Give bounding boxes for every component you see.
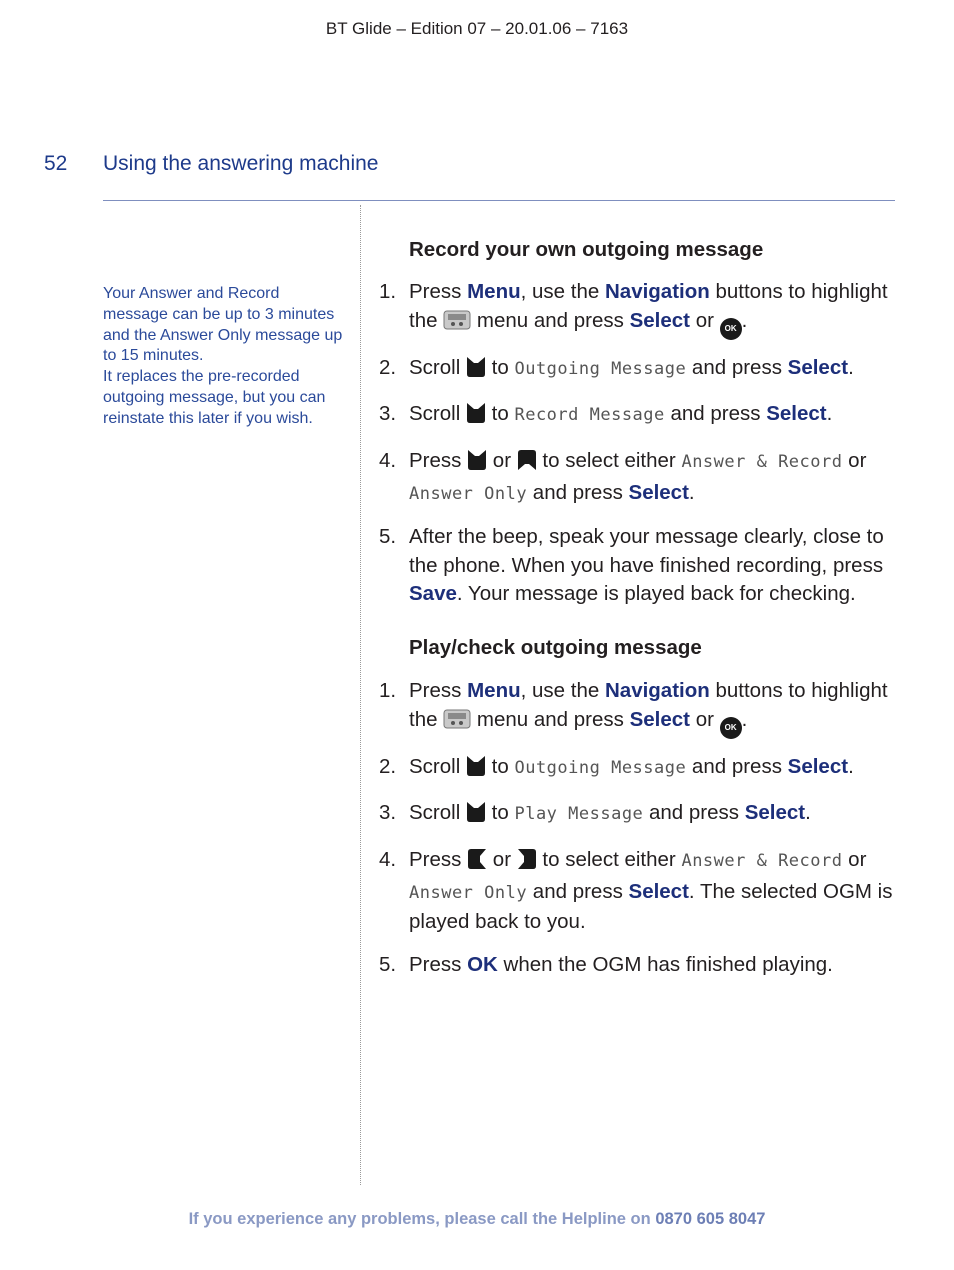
lcd-text: Play Message <box>514 804 644 825</box>
list-item: 1. Press Menu, use the Navigation buttons to highlight the menu and press Select or OK . <box>376 677 896 739</box>
scroll-down-icon <box>466 755 486 786</box>
lcd-text: Answer Only <box>409 883 528 904</box>
page-number: 52 <box>44 152 68 175</box>
list-item: 5. Press OK when the OGM has finished playing. <box>379 952 833 976</box>
scroll-down-icon <box>466 402 486 433</box>
record-steps <box>376 278 896 623</box>
sidenote-text-1: Your Answer and Record message can be up to 3 minutes and the Answer Only message up to 15 minutes. <box>103 285 343 365</box>
record-heading: Record your own outgoing message <box>409 238 764 261</box>
menu-key: Menu <box>467 679 521 702</box>
ok-key: OK <box>467 952 498 976</box>
header-rule <box>103 200 895 201</box>
footer-helpline: If you experience any problems, please call the Helpline on 0870 605 8047 <box>188 1210 766 1228</box>
navigation-key: Navigation <box>604 679 710 702</box>
list-item: 1. Press Menu, use the Navigation buttons to highlight the menu and press Select or OK . <box>376 278 896 340</box>
section-title: Using the answering machine <box>103 152 379 175</box>
lcd-text: Outgoing Message <box>514 358 687 379</box>
ok-button-icon: OK <box>720 717 742 739</box>
select-key: Select <box>744 801 806 825</box>
save-key: Save <box>409 582 457 606</box>
ok-button-icon: OK <box>720 318 742 340</box>
select-key: Select <box>766 402 827 426</box>
list-item: 3. Scroll to Record Message and press Select. <box>376 400 896 433</box>
lcd-text: Answer & Record <box>681 451 843 472</box>
lcd-text: Answer Only <box>409 484 528 505</box>
select-key: Select <box>628 880 689 904</box>
column-divider <box>360 205 361 1185</box>
scroll-left-icon <box>467 848 487 879</box>
list-item: 4. Press or to select either Answer & Record or Answer Only and press Select. <box>379 448 867 505</box>
list-item: 5. After the beep, speak your message clearly, close to the phone. When you have finished recording, press Save. Your message is played back for checking. <box>379 524 884 606</box>
scroll-up-icon <box>517 449 537 480</box>
edition-line: BT Glide – Edition 07 – 20.01.06 – 7163 <box>325 19 629 38</box>
lcd-text: Answer & Record <box>681 850 843 871</box>
lcd-text: Outgoing Message <box>514 757 687 778</box>
menu-key: Menu <box>467 280 521 303</box>
sidenote <box>103 284 348 430</box>
sidenote-text-2: It replaces the pre-recorded outgoing message, but you can reinstate this later if you wish. <box>103 368 326 427</box>
scroll-down-icon <box>466 801 486 832</box>
lcd-text: Record Message <box>514 405 665 426</box>
select-key: Select <box>629 707 691 731</box>
scroll-right-icon <box>517 848 537 879</box>
scroll-down-icon <box>466 356 486 387</box>
select-key: Select <box>787 754 849 778</box>
list-item: 2. Scroll to Outgoing Message and press Select. <box>376 354 896 387</box>
scroll-down-icon <box>467 449 487 480</box>
select-key: Select <box>628 481 689 505</box>
select-key: Select <box>787 355 849 379</box>
play-heading: Play/check outgoing message <box>409 636 702 659</box>
helpline-number: 0870 605 8047 <box>655 1210 766 1228</box>
play-steps <box>376 677 896 993</box>
select-key: Select <box>629 308 691 332</box>
answering-machine-icon <box>443 708 471 739</box>
list-item: 3. Scroll to Play Message and press Select. <box>376 799 896 832</box>
answering-machine-icon <box>443 309 471 340</box>
list-item: 2. Scroll to Outgoing Message and press Select. <box>376 753 896 786</box>
list-item: 4. Press or to select either Answer & Record or Answer Only and press Select. The selected OGM is played back to you. <box>379 847 893 933</box>
navigation-key: Navigation <box>604 280 710 303</box>
